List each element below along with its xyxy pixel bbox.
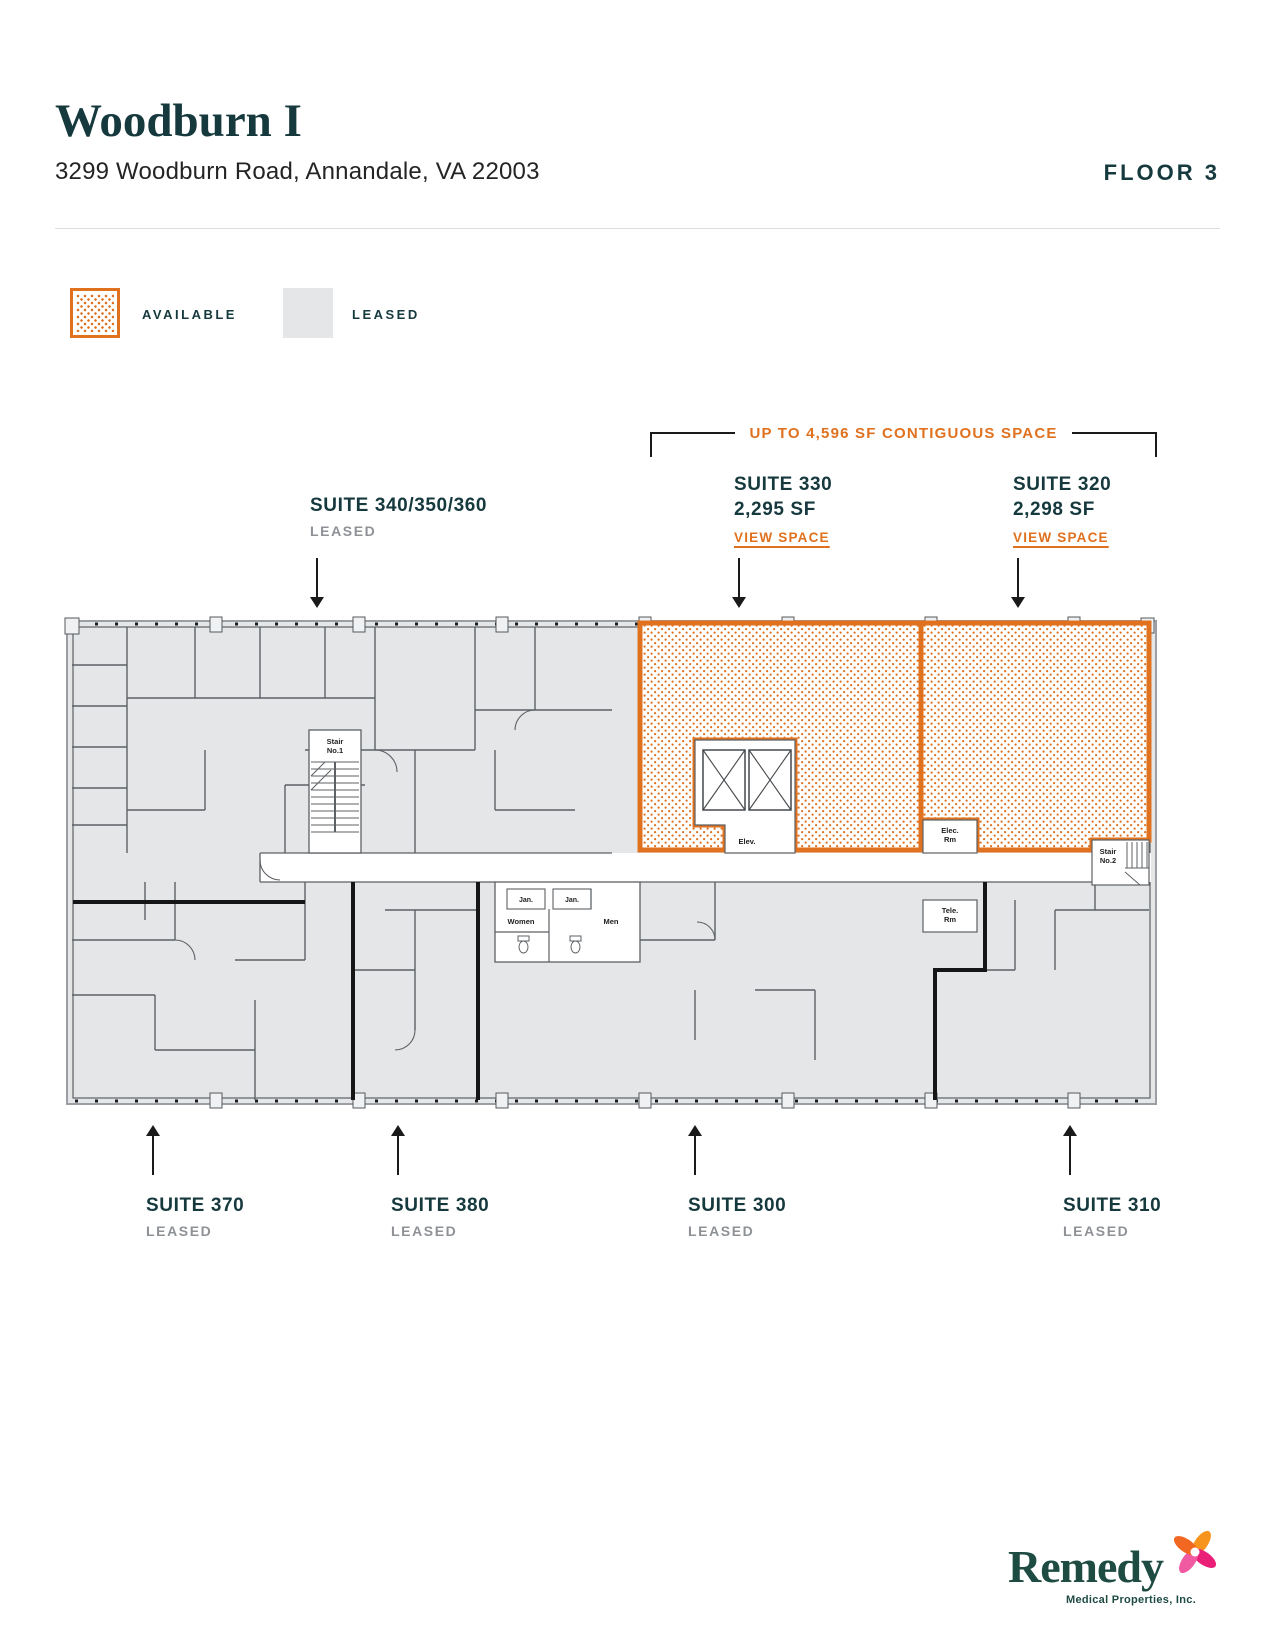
- corridor: [260, 853, 1151, 882]
- suite-320-area: 2,298 SF: [1013, 499, 1095, 520]
- suite-330-view-space-link[interactable]: VIEW SPACE: [734, 530, 830, 545]
- suite-340-350-360-status: LEASED: [310, 523, 377, 539]
- brand-flower-icon: [1166, 1528, 1224, 1576]
- tele-room-label-line1: Tele.: [941, 906, 959, 915]
- callout-suite-320: [1013, 475, 1111, 547]
- floor-plan: [55, 610, 1165, 1115]
- callout-suite-300: [688, 1196, 786, 1238]
- arrow-up-suite-310: [1069, 1135, 1071, 1175]
- available-swatch: [70, 288, 120, 338]
- suite-380-status: LEASED: [391, 1223, 458, 1239]
- callout-suite-340-350-360: [310, 496, 487, 538]
- contiguous-space-bracket: [650, 424, 1157, 442]
- arrow-up-suite-370: [152, 1135, 154, 1175]
- restrooms: [495, 882, 640, 962]
- brand-tagline: Medical Properties, Inc.: [1066, 1594, 1197, 1606]
- arrow-down-suite-330: [738, 558, 740, 598]
- suite-330-area: 2,295 SF: [734, 499, 816, 520]
- elec-room-label-line1: Elec.: [941, 826, 959, 835]
- bracket-line-left: [650, 432, 735, 434]
- suite-320-name: SUITE 320: [1013, 474, 1112, 495]
- header-divider: [55, 228, 1220, 229]
- suite-310-status: LEASED: [1063, 1223, 1130, 1239]
- floor-label: FLOOR 3: [1103, 160, 1220, 185]
- arrow-up-suite-300: [694, 1135, 696, 1175]
- suite-340-350-360-name: SUITE 340/350/360: [310, 495, 488, 516]
- callout-suite-310: [1063, 1196, 1161, 1238]
- page-title: Woodburn I: [55, 95, 302, 147]
- suite-300-name: SUITE 300: [688, 1195, 787, 1216]
- stair2-label-line1: Stair: [1099, 847, 1117, 856]
- suite-380-name: SUITE 380: [391, 1195, 490, 1216]
- callout-suite-370: [146, 1196, 244, 1238]
- stair-no1: [309, 730, 361, 853]
- stair2-label-line2: No.2: [1099, 856, 1117, 865]
- suite-320-region[interactable]: [921, 623, 1149, 850]
- mens-restroom-label: Men: [603, 917, 619, 926]
- property-address: 3299 Woodburn Road, Annandale, VA 22003: [55, 158, 540, 185]
- suite-320-view-space-link[interactable]: VIEW SPACE: [1013, 530, 1109, 545]
- arrow-down-suite-340-350-360: [316, 558, 318, 598]
- brand-wordmark: Remedy: [1008, 1541, 1163, 1592]
- stair1-label-line1: Stair: [326, 737, 344, 746]
- suite-330-name: SUITE 330: [734, 474, 833, 495]
- tele-room-label-line2: Rm: [943, 915, 957, 924]
- suite-370-name: SUITE 370: [146, 1195, 245, 1216]
- leased-swatch: [283, 288, 333, 338]
- womens-restroom-label: Women: [507, 917, 535, 926]
- arrow-up-suite-380: [397, 1135, 399, 1175]
- elec-room-label-line2: Rm: [943, 835, 957, 844]
- stair1-label-line2: No.1: [326, 746, 344, 755]
- callout-suite-330: [734, 475, 832, 547]
- elec-room: [923, 820, 977, 853]
- available-label: AVAILABLE: [142, 307, 237, 322]
- bracket-line-right: [1072, 432, 1157, 434]
- tele-room: [923, 900, 977, 932]
- elevator-label: Elev.: [738, 837, 756, 846]
- leased-label: LEASED: [352, 307, 420, 322]
- janitor-label-1: Jan.: [518, 897, 534, 904]
- suite-300-status: LEASED: [688, 1223, 755, 1239]
- arrow-down-suite-320: [1017, 558, 1019, 598]
- suite-370-status: LEASED: [146, 1223, 213, 1239]
- stair-no2: [1092, 840, 1149, 885]
- contiguous-space-label: UP TO 4,596 SF CONTIGUOUS SPACE: [749, 424, 1058, 442]
- janitor-label-2: Jan.: [564, 897, 580, 904]
- callout-suite-380: [391, 1196, 489, 1238]
- suite-310-name: SUITE 310: [1063, 1195, 1162, 1216]
